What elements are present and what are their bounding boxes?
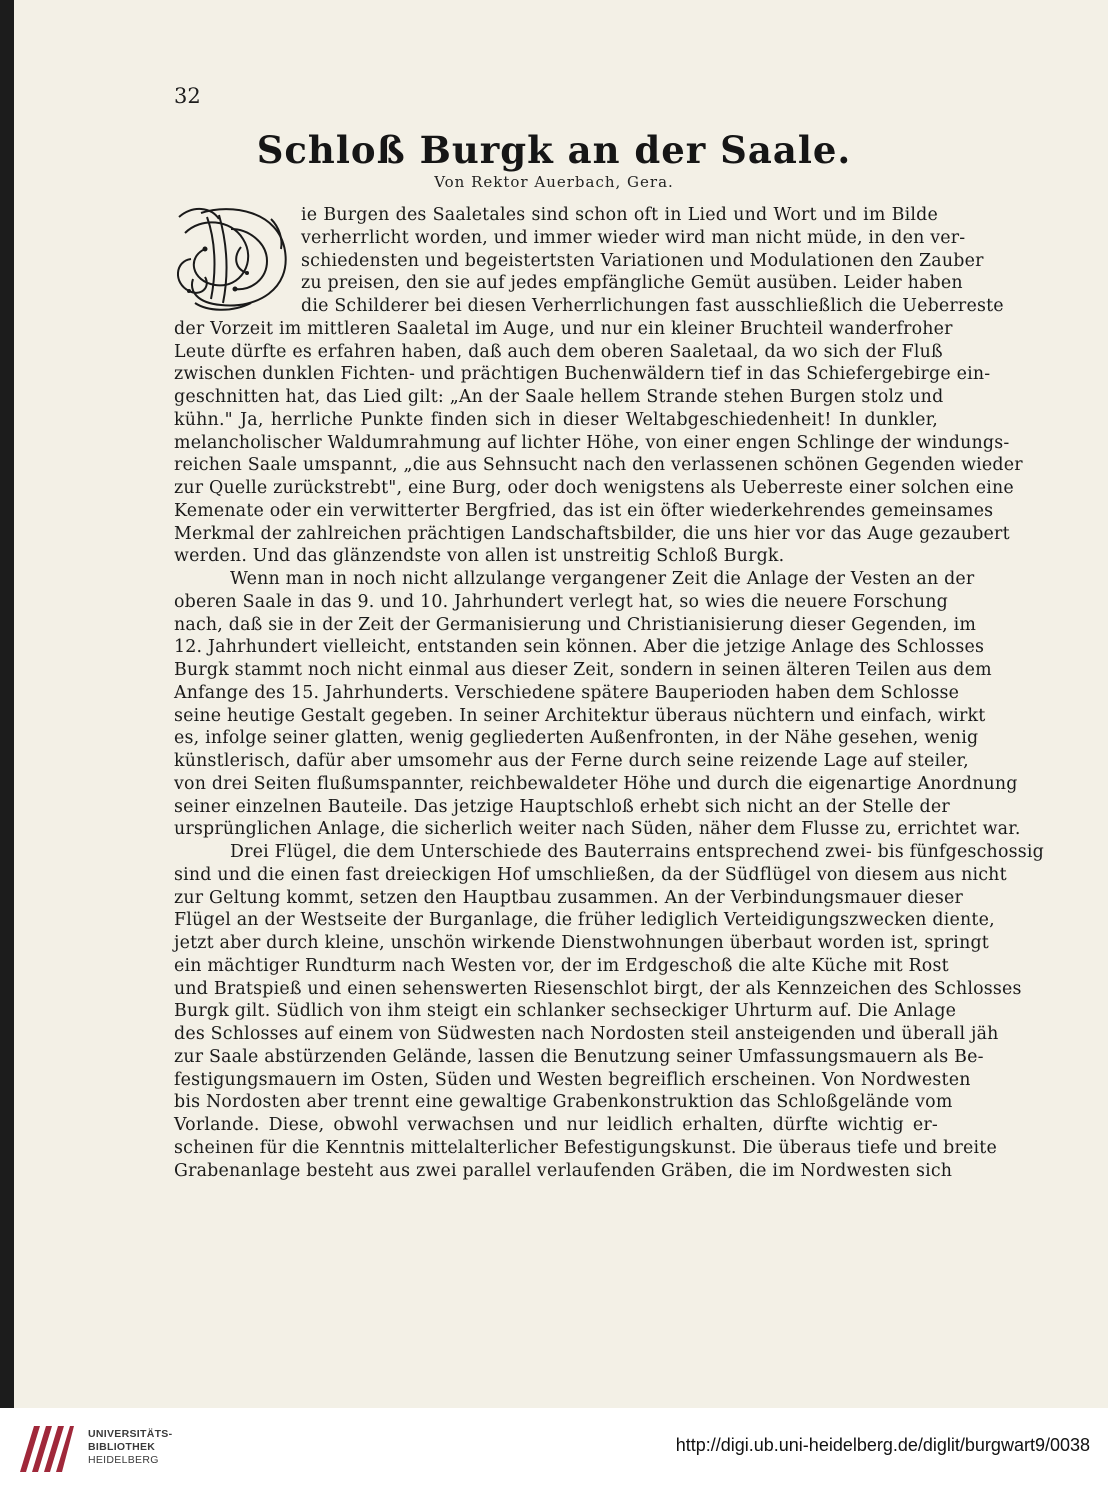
text-line: melancholischer Waldumrahmung auf lichter Höhe, von einer engen Schlinge der windungs-	[174, 433, 1010, 453]
text-line: scheinen für die Kenntnis mittelalterlicher Befestigungskunst. Die überaus tiefe und breite	[174, 1138, 997, 1158]
text-line: zur Quelle zurückstrebt", eine Burg, oder doch wenigstens als Ueberreste einer solchen eine	[174, 478, 1014, 498]
text-line: Vorlande. Diese, obwohl verwachsen und nur leidlich erhalten, dürfte wichtig er-	[174, 1115, 938, 1135]
text-line: die Schilderer bei diesen Verherrlichungen fast ausschließlich die Ueberreste	[301, 296, 1004, 316]
text-line: der Vorzeit im mittleren Saaletal im Auge, und nur ein kleiner Bruchteil wanderfroher	[174, 319, 953, 339]
text-line: des Schlosses auf einem von Südwesten nach Nordosten steil ansteigenden und überall jäh	[174, 1024, 999, 1044]
text-line: reichen Saale umspannt, „die aus Sehnsucht nach den verlassenen schönen Gegenden wieder	[174, 455, 1023, 475]
text-line: ie Burgen des Saaletales sind schon oft in Lied und Wort und im Bilde	[301, 205, 938, 225]
text-line: Kemenate oder ein verwitterter Bergfried, das ist ein öfter wiederkehrendes gemeinsames	[174, 501, 994, 521]
text-line: kühn." Ja, herrliche Punkte finden sich in dieser Weltabgeschiedenheit! In dunkler,	[174, 410, 938, 430]
text-line: Anfange des 15. Jahrhunderts. Verschiedene spätere Bauperioden haben dem Schlosse	[174, 683, 960, 703]
text-line: verherrlicht worden, und immer wieder wird man nicht müde, in den ver-	[301, 228, 966, 248]
text-line: seiner einzelnen Bauteile. Das jetzige Hauptschloß erhebt sich nicht an der Stelle der	[174, 797, 950, 817]
text-line: zur Saale abstürzenden Gelände, lassen die Benutzung seiner Umfassungsmauern als Be-	[174, 1047, 984, 1067]
logo-text-line2: BIBLIOTHEK	[88, 1441, 156, 1453]
text-line: zu preisen, den sie auf jedes empfängliche Gemüt ausüben. Leider haben	[301, 273, 963, 293]
text-line: Leute dürfte es erfahren haben, daß auch dem oberen Saaletaal, da wo sich der Fluß	[174, 342, 943, 362]
text-line: bis Nordosten aber trennt eine gewaltige Grabenkonstruktion das Schloßgelände vom	[174, 1092, 953, 1112]
text-line: von drei Seiten flußumspannter, reichbewaldeter Höhe und durch die eigenartige Anordnung	[174, 774, 1018, 794]
text-line: sind und die einen fast dreieckigen Hof umschließen, da der Südflügel von diesem aus nicht	[174, 865, 1007, 885]
text-line: Merkmal der zahlreichen prächtigen Landschaftsbilder, die uns hier vor das Auge gezaubert	[174, 524, 1010, 544]
logo-text-line3: HEIDELBERG	[88, 1454, 159, 1466]
text-line: Burgk gilt. Südlich von ihm steigt ein schlanker sechseckiger Uhrturm auf. Die Anlage	[174, 1001, 957, 1021]
ornamental-initial-d-icon	[171, 199, 293, 314]
text-line: zur Geltung kommt, setzen den Hauptbau zusammen. An der Verbindungsmauer dieser	[174, 888, 963, 908]
text-line: oberen Saale in das 9. und 10. Jahrhundert verlegt hat, so wies die neuere Forschung	[174, 592, 948, 612]
text-line: es, infolge seiner glatten, wenig gegliederten Außenfronten, in der Nähe gesehen, wenig	[174, 728, 979, 748]
text-line: geschnitten hat, das Lied gilt: „An der Saale hellem Strande stehen Burgen stolz und	[174, 387, 944, 407]
text-line: Drei Flügel, die dem Unterschiede des Bauterrains entsprechend zwei- bis fünfgeschossig	[230, 842, 1044, 862]
text-line: und Bratspieß und einen sehenswerten Riesenschlot birgt, der als Kennzeichen des Schlosses	[174, 979, 1022, 999]
text-line: nach, daß sie in der Zeit der Germanisierung und Christianisierung dieser Gegenden, im	[174, 615, 977, 635]
text-line: Wenn man in noch nicht allzulange vergangener Zeit die Anlage der Vesten an der	[230, 569, 975, 589]
text-line: 12. Jahrhundert vielleicht, entstanden sein können. Aber die jetzige Anlage des Schlosses	[174, 637, 985, 657]
text-line: Burgk stammt noch nicht einmal aus dieser Zeit, sondern in seinen älteren Teilen aus dem	[174, 660, 992, 680]
text-line: ursprünglichen Anlage, die sicherlich weiter nach Süden, näher dem Flusse zu, errichtet war.	[174, 819, 1021, 839]
source-url-link[interactable]: http://digi.ub.uni-heidelberg.de/diglit/burgwart9/0038	[675, 1435, 1090, 1455]
text-line: seine heutige Gestalt gegeben. In seiner Architektur überaus nüchtern und einfach, wirkt	[174, 706, 986, 726]
text-line: Flügel an der Westseite der Burganlage, die früher lediglich Verteidigungszwecken diente,	[174, 910, 995, 930]
text-line: schiedensten und begeistertsten Variationen und Modulationen den Zauber	[301, 251, 984, 271]
text-line: werden. Und das glänzendste von allen ist unstreitig Schloß Burgk.	[174, 546, 785, 566]
text-line: ein mächtiger Rundturm nach Westen vor, der im Erdgeschoß die alte Küche mit Rost	[174, 956, 949, 976]
text-line: künstlerisch, dafür aber umsomehr aus der Ferne durch seine reizende Lage auf steiler,	[174, 751, 969, 771]
text-line: jetzt aber durch kleine, unschön wirkende Dienstwohnungen überbaut worden ist, springt	[174, 933, 989, 953]
text-line: festigungsmauern im Osten, Süden und Westen begreiflich erscheinen. Von Nordwesten	[174, 1070, 971, 1090]
page-number: 32	[174, 84, 201, 108]
text-line: zwischen dunklen Fichten- und prächtigen Buchenwäldern tief in das Schiefergebirge ein-	[174, 364, 991, 384]
article-title: Schloß Burgk an der Saale.	[256, 128, 852, 172]
logo-text-line1: UNIVERSITÄTS-	[88, 1428, 173, 1440]
university-library-logo-icon	[14, 1420, 76, 1478]
byline: Von Rektor Auerbach, Gera.	[434, 173, 674, 191]
text-line: Grabenanlage besteht aus zwei parallel verlaufenden Gräben, die im Nordwesten sich	[174, 1161, 953, 1181]
